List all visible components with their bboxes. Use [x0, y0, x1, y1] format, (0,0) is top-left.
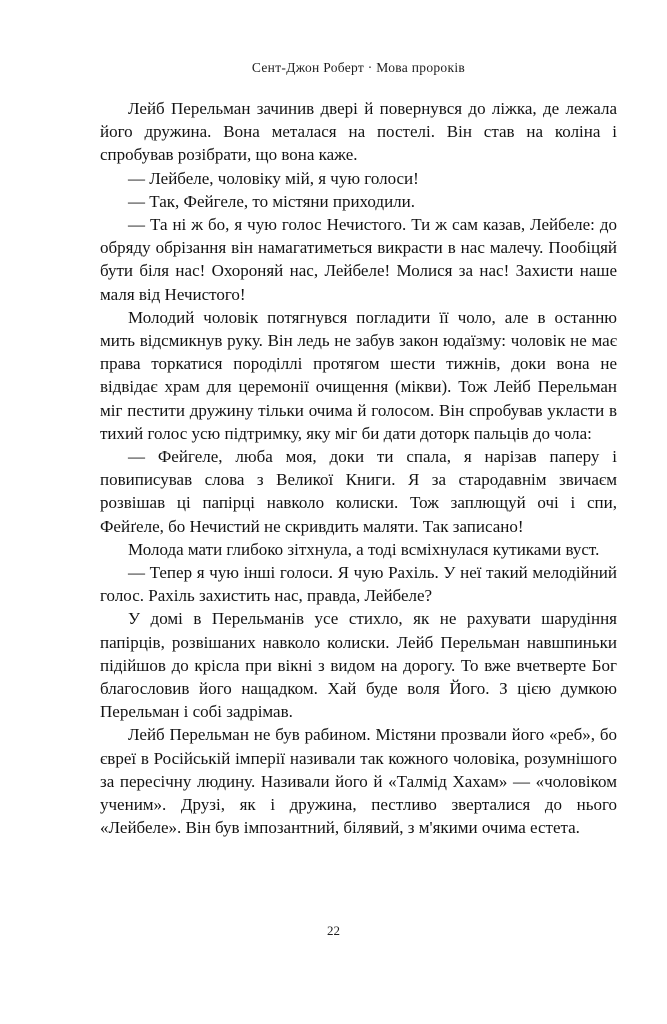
- page-body: [100, 97, 617, 840]
- dialogue-line: — Фейгеле, люба моя, доки ти спала, я нарізав паперу і повиписував слова з Великої Книги. Я за стародавнім звичаєм розвішав ці папірці навколо колиски. Тож заплющуй очі і спи, Фейґеле, бо Нечистий не скривдить маляти. Так записано!: [100, 447, 617, 536]
- dialogue-line: — Лейбеле, чоловіку мій, я чую голоси!: [128, 168, 419, 188]
- dialogue-line: — Та ні ж бо, я чую голос Нечистого. Ти ж сам казав, Лейбеле: до обряду обрізання він намагатиметься викрасти в нас малечу. Пообіцяй бути біля нас! Охороняй нас, Лейбеле! Молися за нас! Захисти наше маля від Нечистого!: [100, 215, 617, 304]
- dialogue-line: — Тепер я чую інші голоси. Я чую Рахіль. У неї такий мелодійний голос. Рахіль захистить нас, правда, Лейбеле?: [100, 563, 617, 606]
- dialogue-line: — Так, Фейгеле, то містяни приходили.: [128, 191, 415, 211]
- paragraph: Молодий чоловік потягнувся погладити її чоло, але в останню мить відсмикнув руку. Він ледь не забув закон юдаїзму: чоловік не має права торкатися породіллі протягом шести тижнів, доки вона не відвідає храм для церемонії очищення (мікви). Тож Лейб Перельман міг пестити дружину тільки очима й голосом. Він спробував укласти в тихий голос усю підтримку, яку міг би дати доторк пальців до чола:: [100, 307, 617, 443]
- page-number: 22: [327, 923, 340, 938]
- paragraph: У домі в Перельманів усе стихло, як не рахувати шарудіння папірців, розвішаних навколо колиски. Лейб Перельман навшпиньки підійшов до крісла при вікні з видом на дорогу. То вже вчетверте Бог благословив його нащадком. Хай буде воля Його. З цією думкою Перельман і собі задрімав.: [100, 609, 617, 722]
- paragraph: Лейб Перельман не був рабином. Містяни прозвали його «реб», бо євреї в Російській імперії називали так кожного чоловіка, розумнішого за пересічну людину. Називали його й «Талмід Хахам» — «чоловіком ученим». Друзі, як і дружина, пестливо зверталися до нього «Лейбеле». Він був імпозантний, білявий, з м'якими очима естета.: [100, 725, 617, 838]
- running-header: Сент-Джон Роберт · Мова пророків: [251, 60, 466, 75]
- paragraph: Молода мати глибоко зітхнула, а тоді всміхнулася кутиками вуст.: [128, 539, 600, 559]
- paragraph: Лейб Перельман зачинив двері й повернувся до ліжка, де лежала його дружина. Вона металася на постелі. Він став на коліна і спробував розібрати, що вона каже.: [100, 99, 617, 165]
